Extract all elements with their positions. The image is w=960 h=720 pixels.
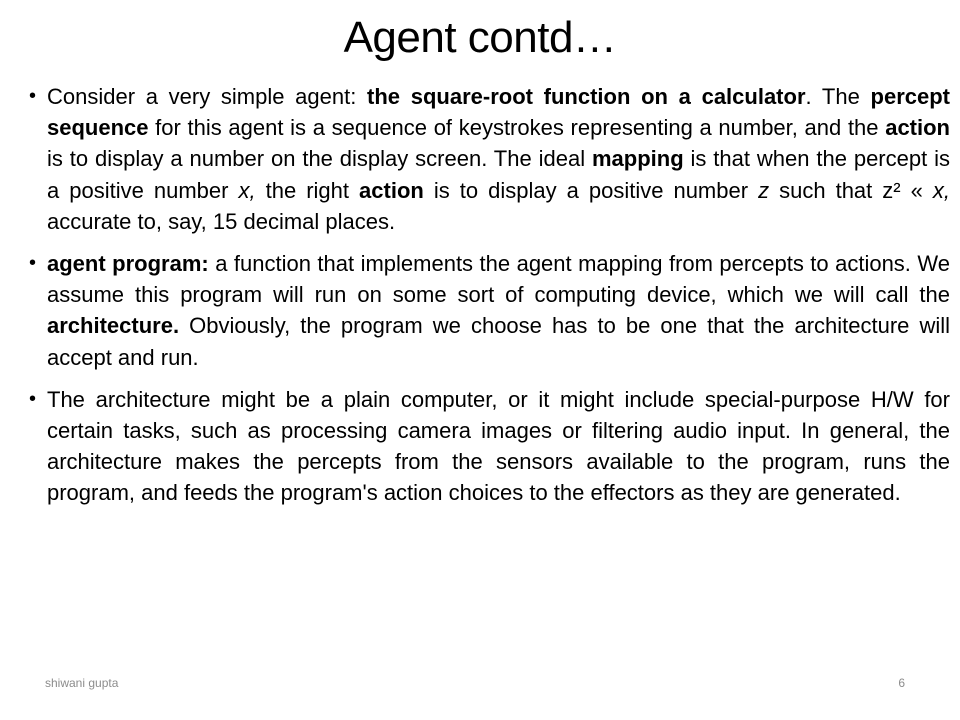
- slide-title: Agent contd…: [343, 13, 617, 62]
- bullet-text: [47, 248, 950, 373]
- bullet-text-segment: accurate to, say, 15 decimal places.: [47, 208, 396, 234]
- bullet-text-segment: such that z² «: [769, 177, 933, 203]
- bullet-text-segment: x,: [238, 177, 256, 203]
- bullet-text-segment: the right: [255, 177, 360, 203]
- bullet-text-segment: a function that implements the agent mapping from percepts to actions. We assume this program will run on some sort of computing device, which we will call the: [47, 251, 950, 308]
- bullet-text-segment: Obviously, the program we choose has to be one that the architecture will accept and run.: [47, 313, 950, 370]
- bullet-marker: •: [29, 85, 37, 107]
- bullet-text-segment: agent program:: [47, 251, 209, 277]
- bullet-text-segment: for this agent is a sequence of keystrokes representing a number, and the: [148, 115, 886, 141]
- bullet-text-segment: Consider a very simple agent:: [47, 84, 368, 109]
- footer-author: shiwani gupta: [45, 676, 119, 690]
- page-number: 6: [898, 676, 905, 690]
- bullet-text-segment: is to display a number on the display screen. The ideal: [47, 146, 592, 172]
- bullet-text-segment: architecture.: [47, 313, 180, 339]
- bullet-text-segment: The architecture might be a plain computer, or it might include special-purpose H/W for certain tasks, such as processing camera images or filtering audio input. In general, the architecture makes the percepts from the sensors available to the program, runs the program, and feeds the program's action choices to the effectors as they are generated.: [47, 386, 950, 506]
- bullet-text-segment: action: [359, 177, 424, 203]
- bullet-marker: •: [29, 387, 37, 410]
- bullet-list: [30, 81, 950, 520]
- bullet-text-segment: z: [758, 177, 770, 203]
- bullet-item: [30, 384, 950, 509]
- bullet-text-segment: . The: [805, 84, 871, 109]
- bullet-text-segment: x,: [932, 177, 951, 203]
- bullet-marker: •: [29, 252, 37, 275]
- bullet-text: [47, 81, 950, 237]
- bullet-text-segment: the square-root function on a calculator: [367, 84, 806, 109]
- bullet-text-segment: action: [885, 115, 950, 141]
- bullet-text-segment: is that when the percept is a positive number: [47, 146, 950, 203]
- bullet-text-segment: percept sequence: [47, 84, 951, 141]
- bullet-text: [47, 384, 950, 509]
- bullet-item: [30, 81, 950, 237]
- bullet-item: [30, 248, 950, 373]
- bullet-text-segment: mapping: [591, 146, 684, 172]
- bullet-text-segment: is to display a positive number: [423, 177, 759, 203]
